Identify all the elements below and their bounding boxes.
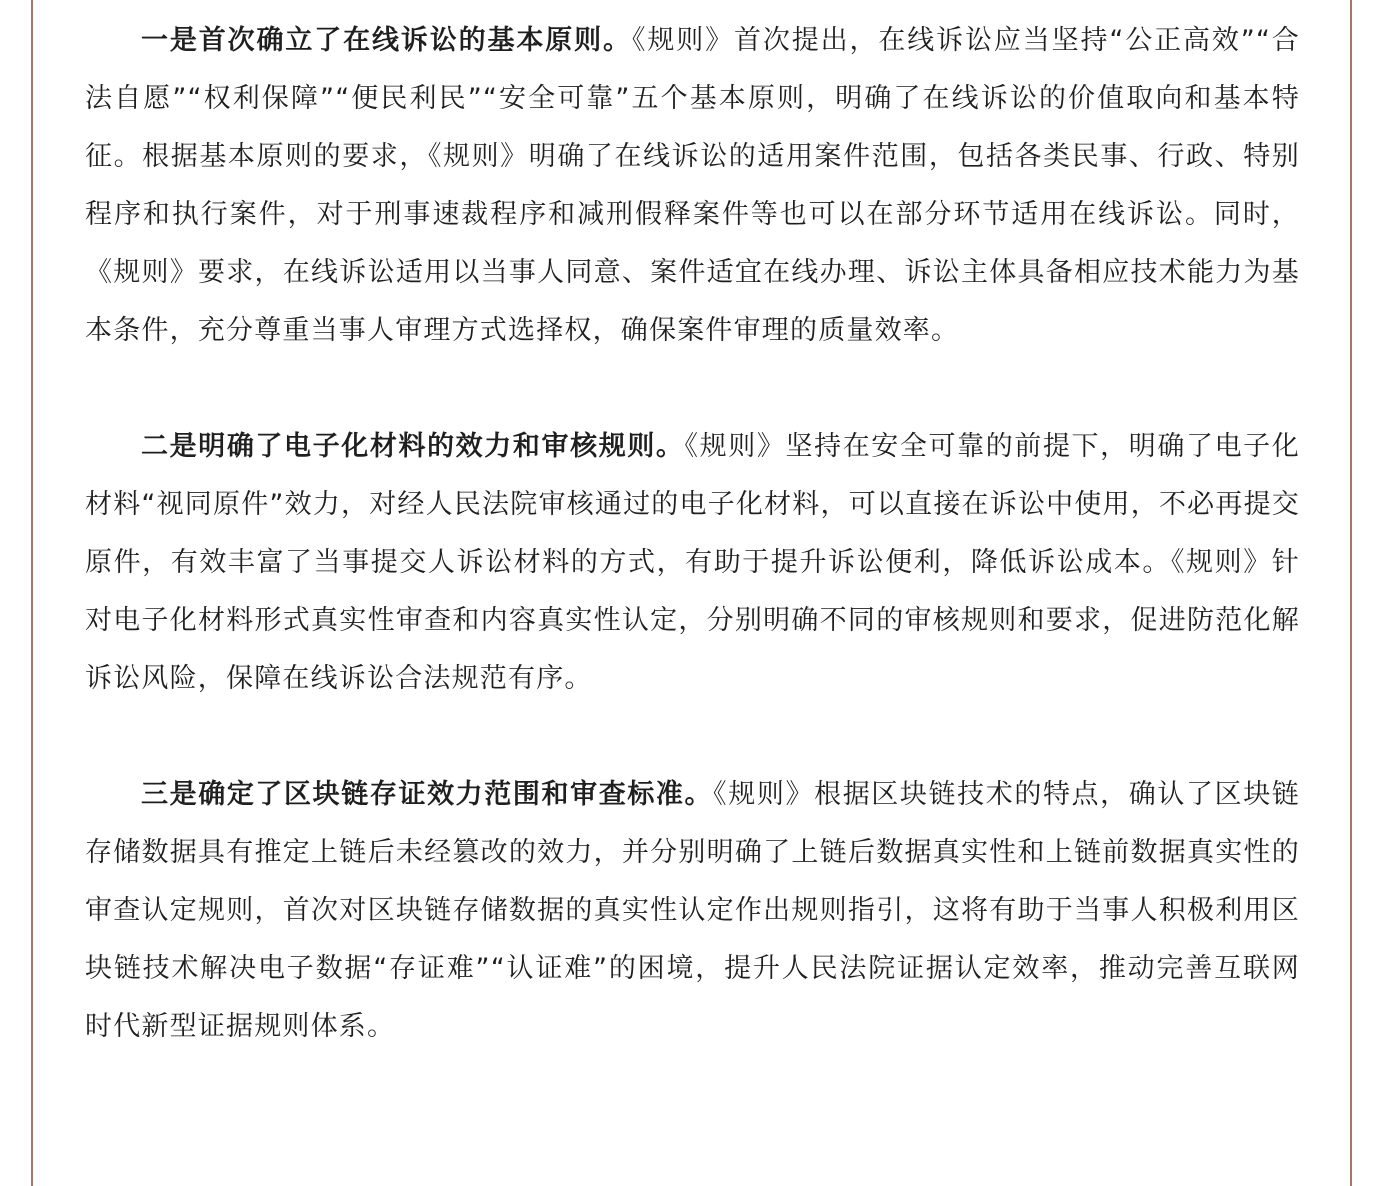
paragraph-1 <box>85 12 1300 360</box>
paragraph-3-body: 《规则》根据区块链技术的特点，确认了区块链存储数据具有推定上链后未经篡改的效力，并分别明确了上链后数据真实性和上链前数据真实性的审查认定规则，首次对区块链存储数据的真实性认定作出规则指引，这将有助于当事人积极利用区块链技术解决电子数据“存证难”“认证难”的困境，提升人民法院证据认定效率，推动完善互联网时代新型证据规则体系。 <box>85 779 1301 1042</box>
paragraph-1-body: 《规则》首次提出，在线诉讼应当坚持“公正高效”“合法自愿”“权利保障”“便民利民”“安全可靠”五个基本原则，明确了在线诉讼的价值取向和基本特征。根据基本原则的要求，《规则》明确了在线诉讼的适用案件范围，包括各类民事、行政、特别程序和执行案件，对于刑事速裁程序和减刑假释案件等也可以在部分环节适用在线诉讼。同时，《规则》要求，在线诉讼适用以当事人同意、案件适宜在线办理、诉讼主体具备相应技术能力为基本条件，充分尊重当事人审理方式选择权，确保案件审理的质量效率。 <box>85 25 1300 346</box>
paragraph-3-lead: 三是确定了区块链存证效力范围和审查标准。 <box>141 779 714 810</box>
paragraph-1-lead: 一是首次确立了在线诉讼的基本原则。 <box>141 25 632 56</box>
paragraph-3 <box>85 766 1300 1056</box>
paragraph-2-lead: 二是明确了电子化材料的效力和审核规则。 <box>141 431 685 462</box>
paragraph-2 <box>85 418 1300 708</box>
paragraph-2-body: 《规则》坚持在安全可靠的前提下，明确了电子化材料“视同原件”效力，对经人民法院审核通过的电子化材料，可以直接在诉讼中使用，不必再提交原件，有效丰富了当事提交人诉讼材料的方式，有助于提升诉讼便利，降低诉讼成本。《规则》针对电子化材料形式真实性审查和内容真实性认定，分别明确不同的审核规则和要求，促进防范化解诉讼风险，保障在线诉讼合法规范有序。 <box>85 431 1300 694</box>
article-body <box>85 12 1300 1056</box>
